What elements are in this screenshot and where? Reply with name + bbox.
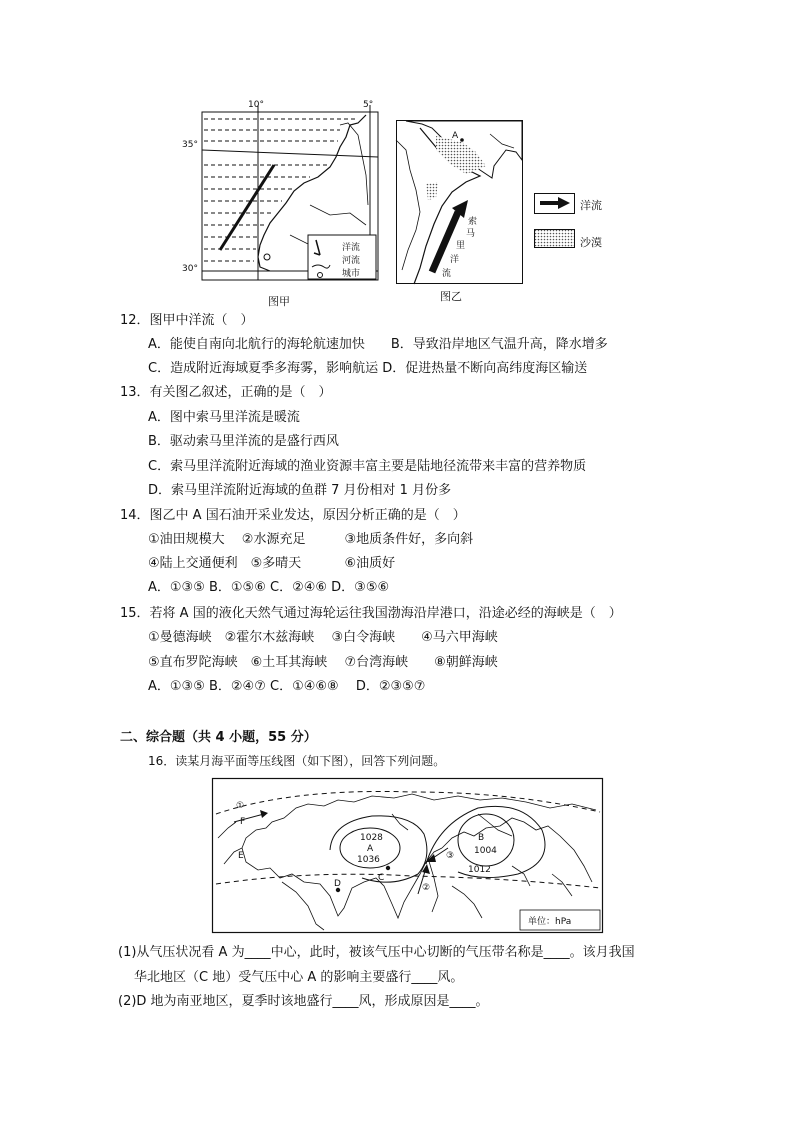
label-circle-2: ② bbox=[422, 883, 431, 893]
q12-stem: 12．图甲中洋流（ ） bbox=[120, 313, 254, 328]
section-2-title: 二、综合题（共 4 小题，55 分） bbox=[120, 730, 317, 745]
q14-stem: 14．图乙中 A 国石油开采业发达，原因分析正确的是（ ） bbox=[120, 508, 466, 523]
lon-label-10: 10° bbox=[248, 100, 264, 110]
label-1028: 1028 bbox=[360, 833, 383, 843]
country-a-label: A bbox=[452, 131, 459, 141]
lat-label-30: 30° bbox=[182, 264, 198, 274]
q14-items-1: ①油田规模大 ②水源充足 ③地质条件好，多向斜 bbox=[148, 532, 474, 547]
label-1004: 1004 bbox=[474, 846, 497, 856]
q16-stem: 16．读某月海平面等压线图（如下图），回答下列问题。 bbox=[148, 754, 446, 768]
q15-items-2: ⑤直布罗陀海峡 ⑥土耳其海峡 ⑦台湾海峡 ⑧朝鲜海峡 bbox=[148, 655, 498, 670]
q12-options-cd: C．造成附近海域夏季多海雾，影响航运 D．促进热量不断向高纬度海区输送 bbox=[148, 361, 588, 376]
label-1012: 1012 bbox=[468, 865, 491, 875]
legend-desert-text: 沙漠 bbox=[580, 236, 602, 249]
somali-label-4: 洋 bbox=[450, 255, 460, 265]
figure-yi-legend bbox=[534, 193, 614, 253]
q12-options-ab: A．能使自南向北航行的海轮航速加快 B．导致沿岸地区气温升高，降水增多 bbox=[148, 337, 608, 352]
unit-label: 单位：hPa bbox=[528, 917, 572, 927]
label-circle-1: ① bbox=[236, 801, 245, 811]
label-D: D bbox=[334, 879, 341, 889]
q15-stem: 15．若将 A 国的液化天然气通过海轮运往我国渤海沿岸港口，沿途必经的海峡是（ ） bbox=[120, 606, 622, 621]
label-E: E bbox=[238, 851, 244, 861]
q14-answers: A．①③⑤ B．①⑤⑥ C．②④⑥ D．③⑤⑥ bbox=[148, 580, 390, 595]
somali-label-1: 索 bbox=[468, 217, 478, 227]
q13-stem: 13．有关图乙叙述，正确的是（ ） bbox=[120, 385, 332, 400]
q15-items-1: ①曼德海峡 ②霍尔木兹海峡 ③白令海峡 ④马六甲海峡 bbox=[148, 630, 498, 645]
somali-label-3: 里 bbox=[456, 241, 466, 251]
figure-jia-map bbox=[182, 95, 390, 307]
legend-river-label: 河流 bbox=[342, 256, 361, 266]
lat-label-35: 35° bbox=[182, 140, 198, 150]
somali-label-5: 流 bbox=[442, 269, 452, 279]
label-A: A bbox=[367, 844, 374, 854]
figure-jia-caption: 图甲 bbox=[268, 295, 290, 308]
q16-part2: (2)D 地为南亚地区，夏季时该地盛行____风，形成原因是____。 bbox=[118, 994, 489, 1009]
q13-option-c: C．索马里洋流附近海域的渔业资源丰富主要是陆地径流带来丰富的营养物质 bbox=[148, 459, 587, 474]
label-C: C bbox=[378, 873, 385, 883]
label-B: B bbox=[478, 833, 485, 843]
q14-items-2: ④陆上交通便利 ⑤多晴天 ⑥油质好 bbox=[148, 556, 396, 571]
label-F: F bbox=[240, 817, 246, 827]
q15-answers: A．①③⑤ B．②④⑦ C．①④⑥⑧ D．②③⑤⑦ bbox=[148, 679, 426, 694]
q13-option-a: A．图中索马里洋流是暖流 bbox=[148, 410, 300, 425]
label-circle-3: ③ bbox=[446, 851, 455, 861]
figure-yi-map bbox=[396, 120, 524, 286]
legend-city-label: 城市 bbox=[342, 269, 361, 279]
q16-part1-line2: 华北地区（C 地）受气压中心 A 的影响主要盛行____风。 bbox=[134, 970, 464, 985]
lon-label-5: 5° bbox=[363, 100, 374, 110]
label-1036: 1036 bbox=[357, 855, 380, 865]
q13-option-d: D．索马里洋流附近海域的鱼群 7 月份相对 1 月份多 bbox=[148, 483, 452, 498]
figure-yi-caption: 图乙 bbox=[440, 290, 462, 303]
q16-part1-line1: (1)从气压状况看 A 为____中心，此时，被该气压中心切断的气压带名称是____。该月我国 bbox=[118, 945, 635, 960]
legend-current-label: 洋流 bbox=[342, 243, 361, 253]
q13-option-b: B．驱动索马里洋流的是盛行西风 bbox=[148, 434, 339, 449]
isobar-map bbox=[212, 778, 604, 934]
legend-current-text: 洋流 bbox=[580, 199, 602, 212]
somali-label-2: 马 bbox=[466, 229, 476, 239]
